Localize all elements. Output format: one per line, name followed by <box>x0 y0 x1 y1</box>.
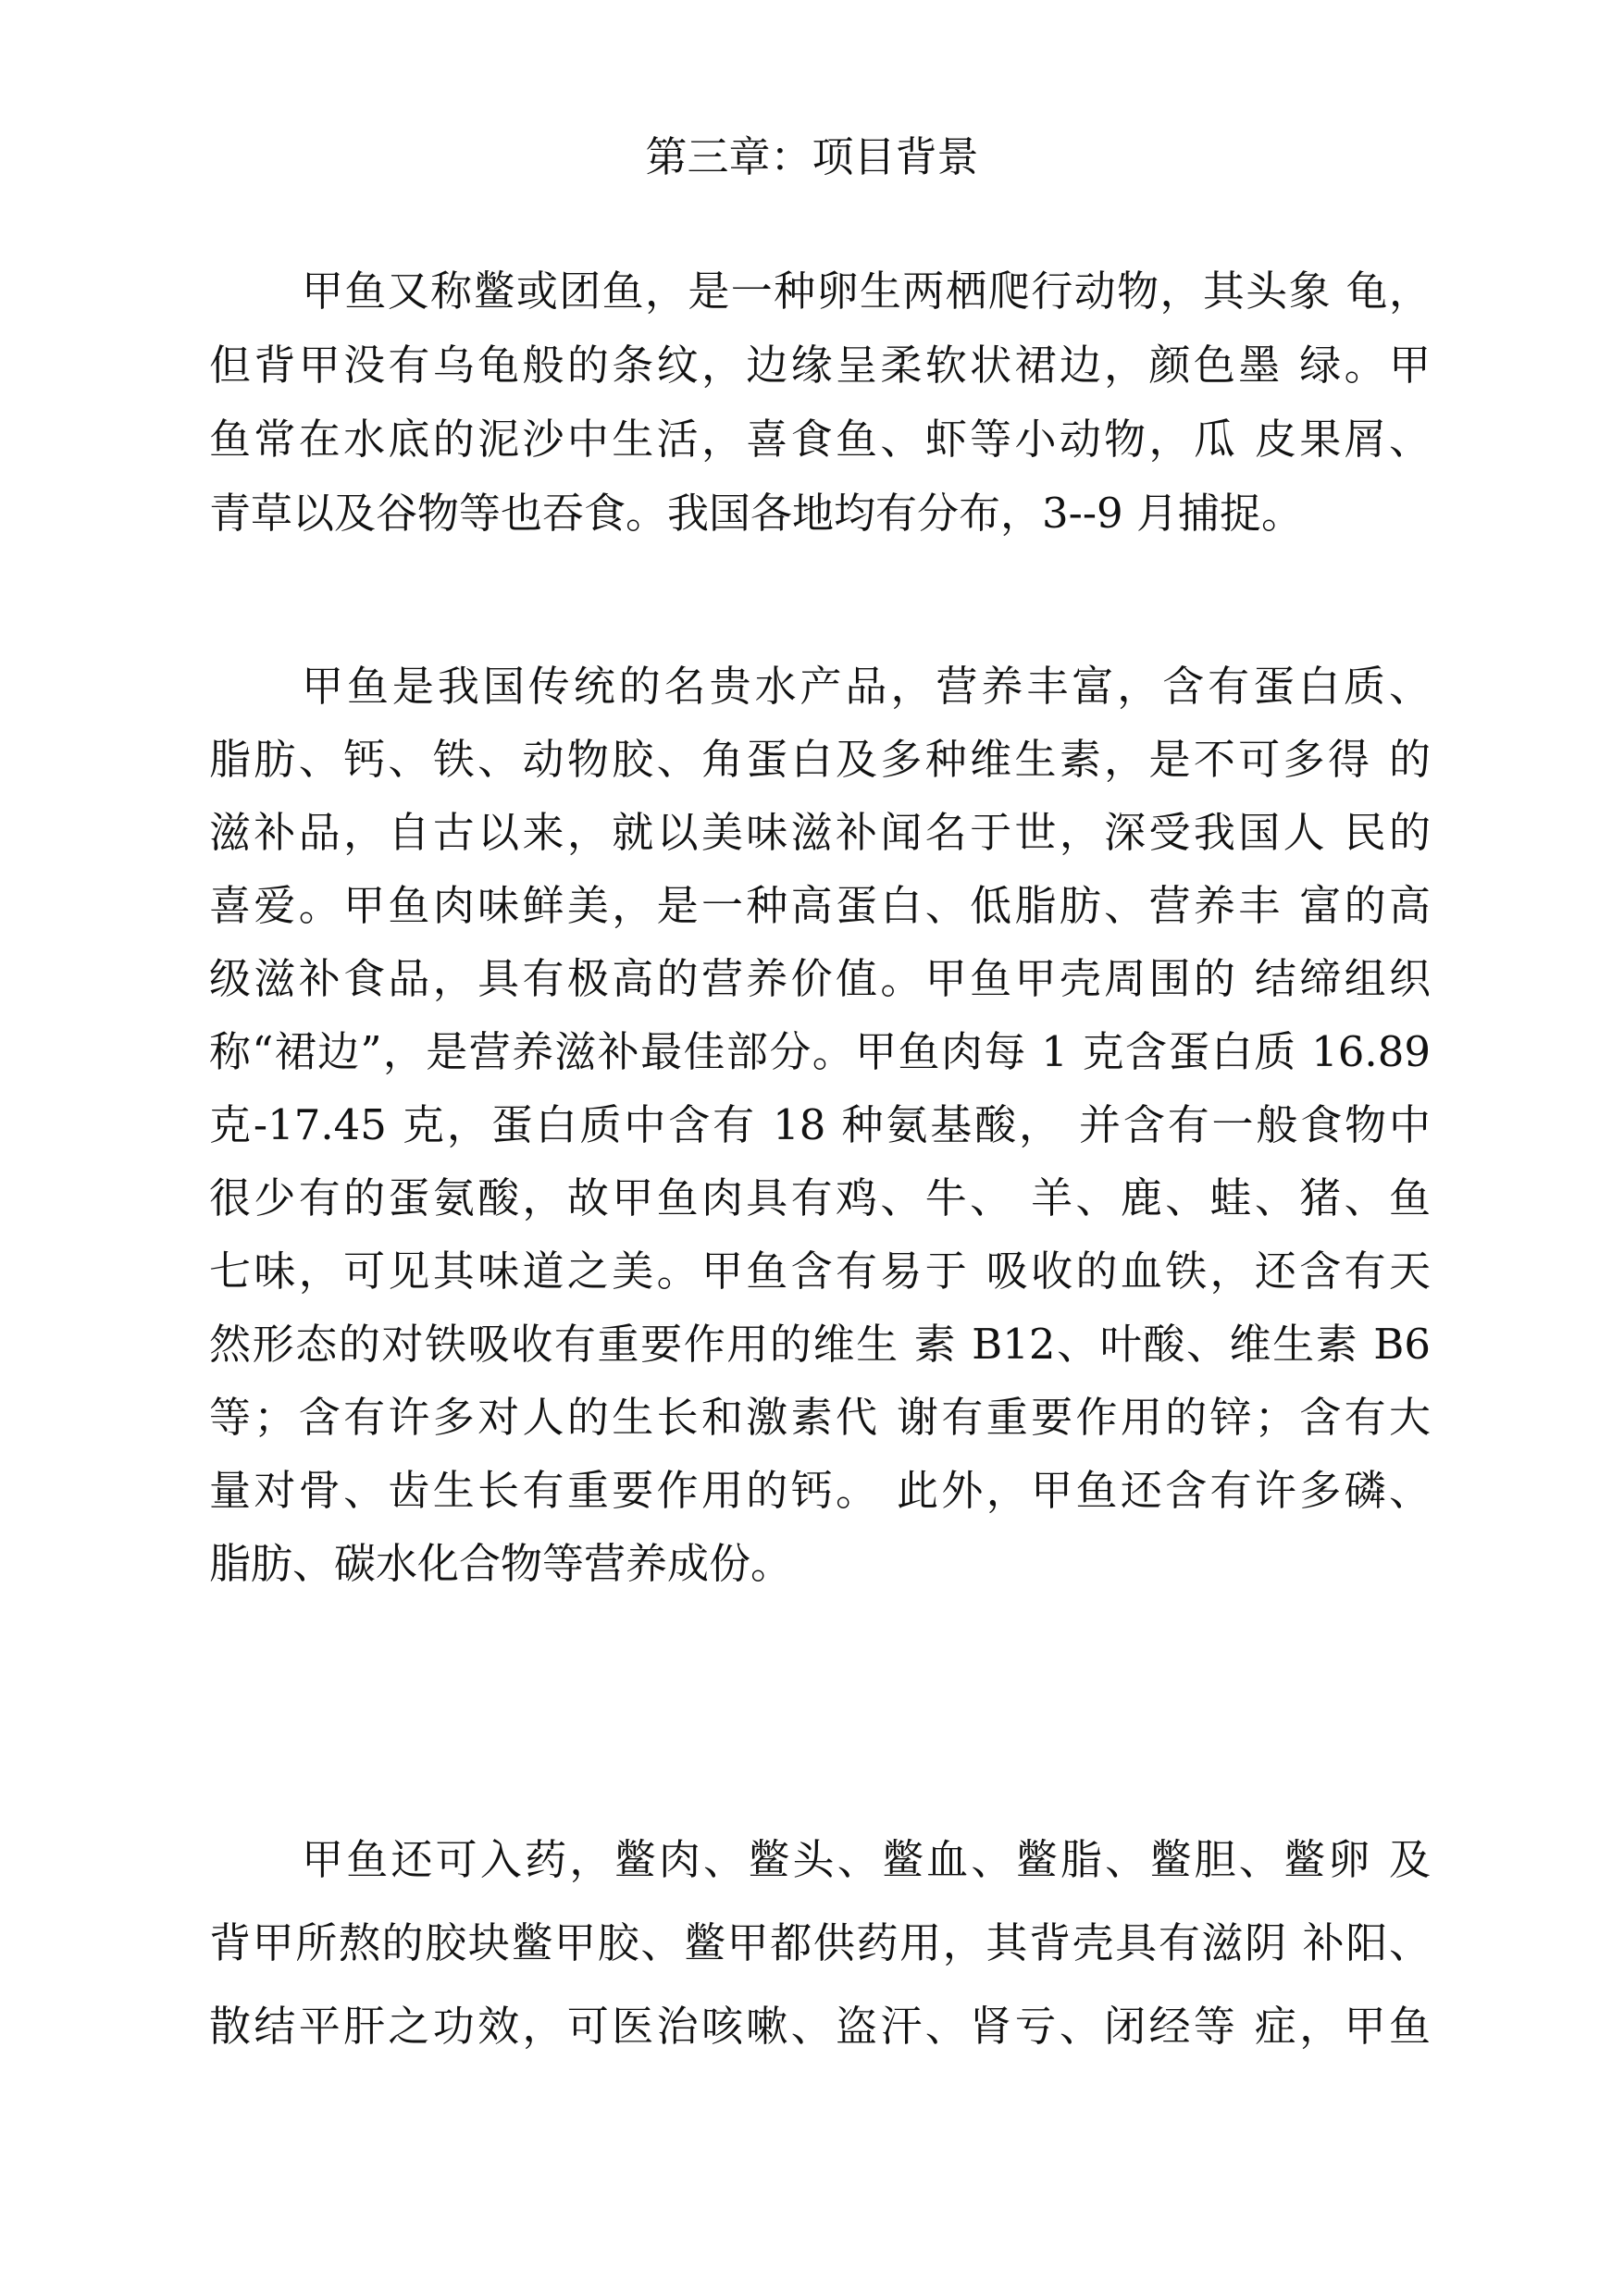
paragraph-line: 量对骨、齿生长有重要作用的钙。 此外，甲鱼还含有许多磷、 <box>209 1466 1431 1515</box>
paragraph-2 <box>209 650 1431 1600</box>
paragraph-line: 鱼常在水底的泥沙中生活，喜食鱼、虾等小动物，瓜 皮果屑、 <box>209 415 1431 464</box>
paragraph-line: 等；含有许多对人的生长和激素代 谢有重要作用的锌；含有大 <box>209 1393 1431 1442</box>
paragraph-line: 甲鱼又称鳖或团鱼，是一种卵生两栖爬行动物，其头象 龟， <box>302 267 1431 316</box>
paragraph-line: 甲鱼还可入药，鳖肉、鳖头、鳖血、鳖脂、鳖胆、鳖卵 及 <box>302 1835 1431 1884</box>
paragraph-line: 滋补品，自古以来，就以美味滋补闻名于世，深受我国人 民的 <box>209 808 1431 857</box>
paragraph-line: 称“裙边”，是营养滋补最佳部分。甲鱼肉每 1 克含蛋白质 16.89 <box>209 1027 1431 1076</box>
paragraph-line: 很少有的蛋氨酸，故甲鱼肉具有鸡、牛、 羊、鹿、蛙、猪、鱼 <box>209 1173 1431 1222</box>
paragraph-line: 甲鱼是我国传统的名贵水产品，营养丰富，含有蛋白质、 <box>302 662 1431 711</box>
chapter-title: 第三章：项目背景 <box>645 132 979 181</box>
paragraph-line: 背甲所熬的胶块鳖甲胶、鳖甲都供药用，其背壳具有滋阴 补阳、 <box>209 1918 1431 1967</box>
paragraph-line: 克-17.45 克，蛋白质中含有 18 种氨基酸， 并含有一般食物中 <box>209 1100 1431 1149</box>
paragraph-line: 然形态的对铁吸收有重要作用的维生 素 B12、叶酸、维生素 B6 <box>209 1320 1431 1369</box>
paragraph-line: 喜爱。甲鱼肉味鲜美，是一种高蛋白、低脂肪、营养丰 富的高 <box>209 881 1431 930</box>
paragraph-line: 七味，可见其味道之美。甲鱼含有易于 吸收的血铁，还含有天 <box>209 1247 1431 1296</box>
paragraph-1 <box>209 254 1431 551</box>
paragraph-line: 但背甲没有乌龟般的条纹，边缘呈柔软状裙边，颜色墨 绿。甲 <box>209 341 1431 390</box>
paragraph-line: 脂肪、碳水化合物等营养成份。 <box>209 1539 793 1588</box>
paragraph-3 <box>209 1818 1431 2068</box>
paragraph-line: 散结平肝之功效，可医治咳嗽、盗汗、肾亏、闭经等 症，甲鱼 <box>209 2002 1431 2051</box>
paragraph-line: 级滋补食品，具有极高的营养价值。甲鱼甲壳周围的 结缔组织 <box>209 954 1431 1003</box>
paragraph-line: 脂肪、钙、铁、动物胶、角蛋白及多种维生素，是不可多得 的 <box>209 735 1431 784</box>
paragraph-line: 青草以及谷物等也吞食。我国各地均有分布，3--9 月捕捉。 <box>209 489 1303 538</box>
